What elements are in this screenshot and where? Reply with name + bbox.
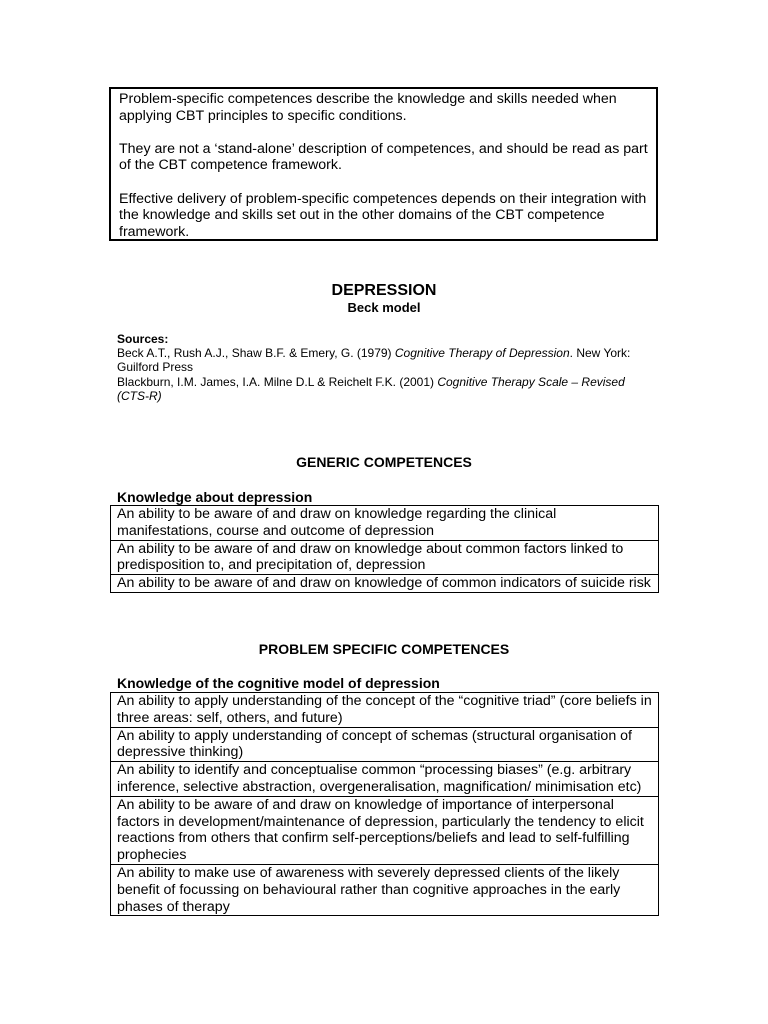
- competence-cell: An ability to apply understanding of concept of schemas (structural organisation of depressive thinking): [111, 727, 659, 762]
- table-row: [111, 575, 659, 593]
- problem-specific-competences-heading: PROBLEM SPECIFIC COMPETENCES: [258, 641, 510, 657]
- problem-specific-competences-table: [110, 692, 659, 916]
- knowledge-about-depression-heading: Knowledge about depression: [117, 489, 313, 505]
- competence-cell: An ability to apply understanding of the concept of the “cognitive triad” (core beliefs in three areas: self, others, and future): [111, 693, 659, 728]
- generic-competences-table: [110, 505, 659, 593]
- intro-box: [109, 87, 658, 241]
- competence-cell: An ability to identify and conceptualise common “processing biases” (e.g. arbitrary inference, selective abstraction, overgeneralisation, magnification/ minimisation etc): [111, 762, 659, 797]
- source-reference-2: [117, 375, 647, 403]
- table-row: [111, 864, 659, 915]
- source-2-authors: Blackburn, I.M. James, I.A. Milne D.L & Reichelt F.K. (2001): [117, 374, 438, 389]
- source-reference-1: [117, 346, 647, 374]
- source-2-title: Cognitive Therapy Scale – Revised (CTS-R): [117, 374, 625, 403]
- generic-competences-heading: GENERIC COMPETENCES: [296, 454, 472, 470]
- competence-cell: An ability to be aware of and draw on knowledge of importance of interpersonal factors in development/maintenance of depression, particularly the tendency to elicit reactions from others that confirm self-perceptions/beliefs and lead to self-fulfilling prophecies: [111, 796, 659, 864]
- source-1-authors: Beck A.T., Rush A.J., Shaw B.F. & Emery, G. (1979): [117, 346, 395, 361]
- sources-block: [117, 332, 647, 403]
- competence-cell: An ability to be aware of and draw on knowledge of common indicators of suicide risk: [111, 575, 659, 593]
- page-title: DEPRESSION: [331, 282, 437, 299]
- table-row: [111, 762, 659, 797]
- competence-cell: An ability to make use of awareness with severely depressed clients of the likely benefit of focussing on behavioural rather than cognitive approaches in the early phases of therapy: [111, 864, 659, 915]
- table-row: [111, 540, 659, 575]
- table-row: [111, 506, 659, 541]
- knowledge-cognitive-model-heading: Knowledge of the cognitive model of depression: [117, 675, 440, 691]
- page-subtitle: Beck model: [347, 300, 421, 315]
- intro-paragraph-2: They are not a ‘stand-alone’ description of competences, and should be read as part of the CBT competence framework.: [119, 140, 648, 174]
- table-row: [111, 796, 659, 864]
- table-row: [111, 693, 659, 728]
- intro-paragraph-1: Problem-specific competences describe the knowledge and skills needed when applying CBT principles to specific conditions.: [119, 91, 617, 124]
- competence-cell: An ability to be aware of and draw on knowledge about common factors linked to predisposition to, and precipitation of, depression: [111, 540, 659, 575]
- table-row: [111, 727, 659, 762]
- sources-heading: Sources:: [117, 332, 169, 346]
- source-1-publisher: . New York: Guilford Press: [117, 346, 631, 375]
- source-1-title: Cognitive Therapy of Depression: [394, 346, 570, 361]
- intro-paragraph-3: Effective delivery of problem-specific competences depends on their integration with the knowledge and skills set out in the other domains of the CBT competence framework.: [119, 190, 647, 240]
- competence-cell: An ability to be aware of and draw on knowledge regarding the clinical manifestations, course and outcome of depression: [111, 506, 659, 541]
